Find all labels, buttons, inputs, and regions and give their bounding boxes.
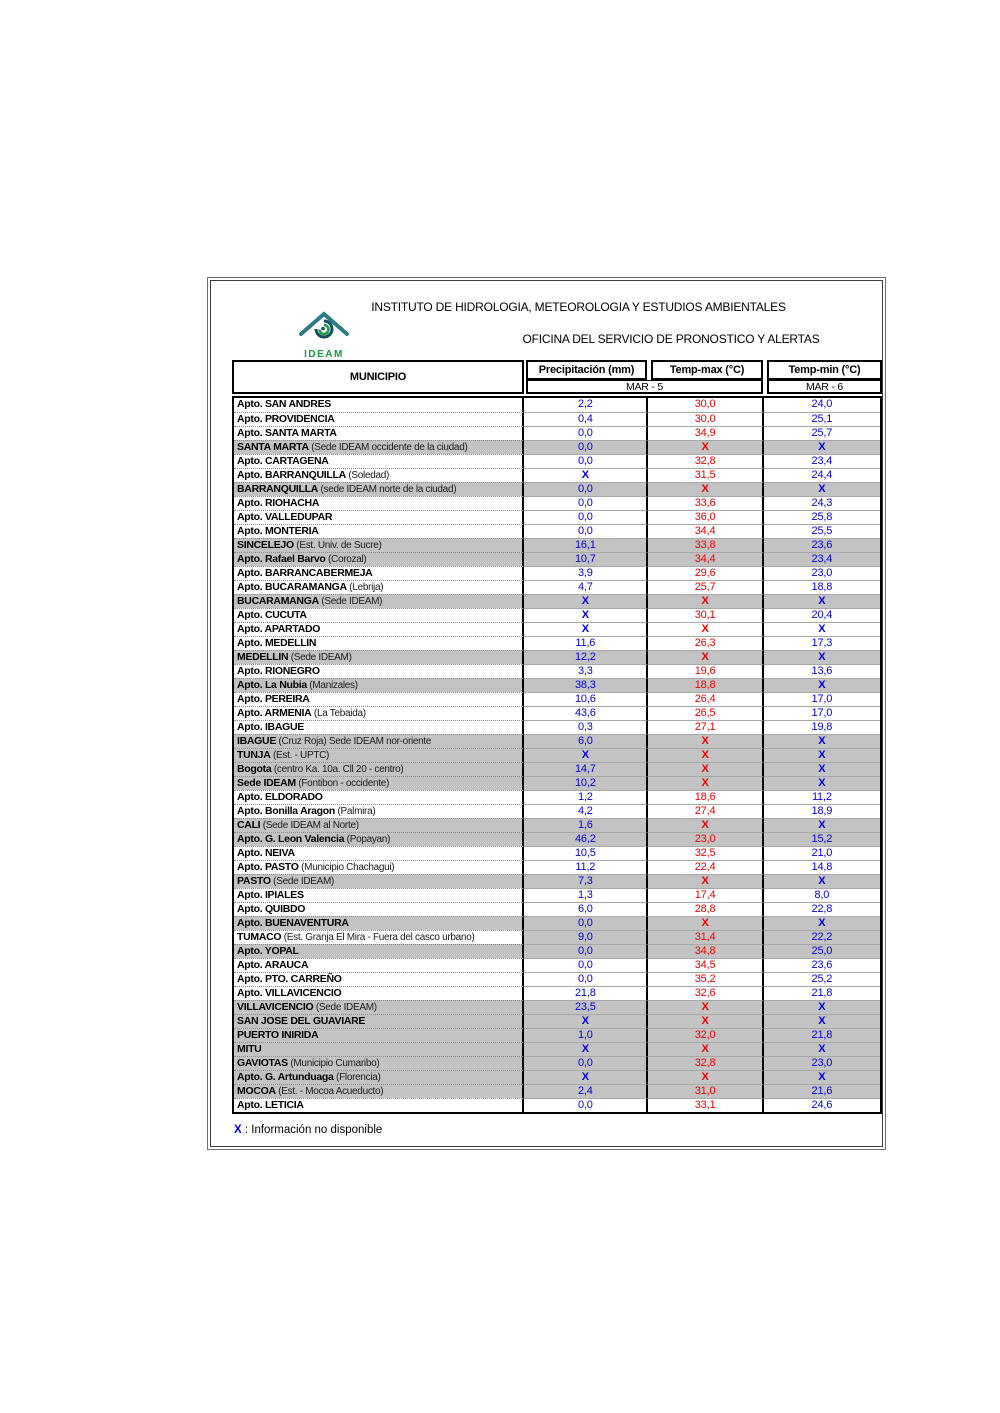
tmax-value: 18,6 [648, 790, 763, 804]
tmax-value: 31,0 [648, 1084, 763, 1098]
tmax-value: 34,5 [648, 958, 763, 972]
legend-note [234, 1124, 382, 1136]
page-title: INSTITUTO DE HIDROLOGIA, METEOROLOGIA Y ESTUDIOS AMBIENTALES [371, 300, 786, 314]
tmax-value: 27,4 [648, 804, 763, 818]
tmin-value: 18,9 [764, 804, 880, 818]
tmax-value: 34,8 [648, 944, 763, 958]
table-row [234, 748, 880, 762]
precip-value: 3,3 [524, 664, 648, 678]
tmin-value: 21,0 [764, 846, 880, 860]
tmin-value: 14,8 [764, 860, 880, 874]
precip-value: X [524, 1070, 648, 1084]
precip-value: 9,0 [524, 930, 648, 944]
table-row [234, 1028, 880, 1042]
table-row [234, 412, 880, 426]
date-header-mar6: MAR - 6 [767, 380, 882, 394]
table-row [234, 1070, 880, 1084]
tmax-value: 28,8 [648, 902, 763, 916]
municipio-cell: Apto. NEIVA [234, 846, 524, 860]
tmax-value: 22,4 [648, 860, 763, 874]
tmin-value: 18,8 [764, 580, 880, 594]
table-row [234, 762, 880, 776]
tmax-value: X [648, 762, 763, 776]
table-row [234, 650, 880, 664]
table-row [234, 734, 880, 748]
municipio-cell: TUNJA (Est. - UPTC) [234, 748, 524, 762]
precip-value: 0,0 [524, 972, 648, 986]
ideam-logo-text: IDEAM [304, 349, 344, 360]
municipio-cell: Apto. La Nubia (Manizales) [234, 678, 524, 692]
tmin-value: 25,0 [764, 944, 880, 958]
municipio-cell: Apto. VALLEDUPAR [234, 510, 524, 524]
precip-value: 0,0 [524, 916, 648, 930]
municipio-cell: Apto. RIONEGRO [234, 664, 524, 678]
tmax-value: 32,6 [648, 986, 763, 1000]
precip-value: 43,6 [524, 706, 648, 720]
column-header-municipio: MUNICIPIO [232, 360, 524, 394]
precip-value: 1,0 [524, 1028, 648, 1042]
tmax-value: 34,4 [648, 524, 763, 538]
tmax-value: 25,7 [648, 580, 763, 594]
table-row [234, 958, 880, 972]
municipio-cell: Apto. ARAUCA [234, 958, 524, 972]
tmin-value: X [764, 594, 880, 608]
tmax-value: X [648, 874, 763, 888]
tmax-value: 18,8 [648, 678, 763, 692]
tmin-value: X [764, 622, 880, 636]
precip-value: 4,2 [524, 804, 648, 818]
tmin-value: 17,0 [764, 692, 880, 706]
municipio-cell: Apto. MEDELLIN [234, 636, 524, 650]
municipio-cell: Apto. G. Leon Valencia (Popayan) [234, 832, 524, 846]
table-row [234, 860, 880, 874]
table-row [234, 482, 880, 496]
table-row [234, 454, 880, 468]
tmin-value: 23,6 [764, 538, 880, 552]
table-row [234, 972, 880, 986]
precip-value: 0,4 [524, 412, 648, 426]
precip-value: 14,7 [524, 762, 648, 776]
tmin-value: X [764, 650, 880, 664]
municipio-cell: PUERTO INIRIDA [234, 1028, 524, 1042]
municipio-cell: MOCOA (Est. - Mocoa Acueducto) [234, 1084, 524, 1098]
tmax-value: 26,3 [648, 636, 763, 650]
tmax-value: X [648, 1042, 763, 1056]
municipio-cell: Apto. CUCUTA [234, 608, 524, 622]
tmax-value: X [648, 818, 763, 832]
tmin-value: X [764, 776, 880, 790]
precip-value: 0,0 [524, 1098, 648, 1112]
tmin-value: 25,7 [764, 426, 880, 440]
tmax-value: 30,0 [648, 412, 763, 426]
precip-value: X [524, 468, 648, 482]
table-row [234, 580, 880, 594]
tmin-value: 24,4 [764, 468, 880, 482]
precip-value: X [524, 608, 648, 622]
municipio-cell: Apto. ARMENIA (La Tebaida) [234, 706, 524, 720]
tmin-value: X [764, 734, 880, 748]
table-row [234, 664, 880, 678]
tmin-value: X [764, 440, 880, 454]
municipio-cell: Apto. BUCARAMANGA (Lebrija) [234, 580, 524, 594]
municipio-cell: Sede IDEAM (Fontibon - occidente) [234, 776, 524, 790]
table-row [234, 776, 880, 790]
tmin-value: 15,2 [764, 832, 880, 846]
precip-value: 10,7 [524, 552, 648, 566]
tmin-value: X [764, 916, 880, 930]
column-header-temp-min: Temp-min (°C) [767, 360, 882, 380]
municipio-cell: PASTO (Sede IDEAM) [234, 874, 524, 888]
ideam-logo-icon [295, 307, 353, 347]
precip-value: 0,0 [524, 1056, 648, 1070]
table-row [234, 692, 880, 706]
municipio-cell: IBAGUE (Cruz Roja) Sede IDEAM nor-oriente [234, 734, 524, 748]
tmax-value: 23,0 [648, 832, 763, 846]
tmin-value: 13,6 [764, 664, 880, 678]
table-row [234, 552, 880, 566]
tmax-value: X [648, 748, 763, 762]
tmax-value: X [648, 916, 763, 930]
precip-value: 10,5 [524, 846, 648, 860]
table-row [234, 706, 880, 720]
table-row [234, 622, 880, 636]
table-row [234, 832, 880, 846]
municipio-cell: MITU [234, 1042, 524, 1056]
precip-value: 0,0 [524, 510, 648, 524]
tmax-value: 30,1 [648, 608, 763, 622]
precip-value: X [524, 748, 648, 762]
municipio-cell: VILLAVICENCIO (Sede IDEAM) [234, 1000, 524, 1014]
table-row [234, 1084, 880, 1098]
precip-value: 10,6 [524, 692, 648, 706]
precip-value: 46,2 [524, 832, 648, 846]
municipio-cell: Apto. IPIALES [234, 888, 524, 902]
tmin-value: 21,8 [764, 986, 880, 1000]
column-header-temp-max: Temp-max (°C) [651, 360, 763, 380]
table-row [234, 510, 880, 524]
tmax-value: 33,8 [648, 538, 763, 552]
municipio-cell: Apto. BUENAVENTURA [234, 916, 524, 930]
report-container [210, 280, 883, 1147]
tmax-value: 33,1 [648, 1098, 763, 1112]
table-row [234, 1000, 880, 1014]
tmin-value: 20,4 [764, 608, 880, 622]
municipio-cell: Apto. PTO. CARREÑO [234, 972, 524, 986]
precip-value: 1,3 [524, 888, 648, 902]
tmin-value: 25,2 [764, 972, 880, 986]
tmax-value: X [648, 1070, 763, 1084]
table-row [234, 496, 880, 510]
municipio-cell: Apto. CARTAGENA [234, 454, 524, 468]
tmin-value: X [764, 762, 880, 776]
tmin-value: X [764, 1070, 880, 1084]
municipio-cell: Apto. PEREIRA [234, 692, 524, 706]
tmin-value: 25,1 [764, 412, 880, 426]
tmin-value: 24,6 [764, 1098, 880, 1112]
tmax-value: 36,0 [648, 510, 763, 524]
tmin-value: 25,8 [764, 510, 880, 524]
tmax-value: X [648, 1014, 763, 1028]
tmin-value: 17,3 [764, 636, 880, 650]
precip-value: 0,3 [524, 720, 648, 734]
municipio-cell: SANTA MARTA (Sede IDEAM occidente de la ciudad) [234, 440, 524, 454]
tmax-value: X [648, 482, 763, 496]
tmax-value: 26,5 [648, 706, 763, 720]
municipio-cell: BUCARAMANGA (Sede IDEAM) [234, 594, 524, 608]
table-row [234, 678, 880, 692]
table-row [234, 1098, 880, 1112]
precip-value: X [524, 622, 648, 636]
municipio-cell: CALI (Sede IDEAM al Norte) [234, 818, 524, 832]
precip-value: 12,2 [524, 650, 648, 664]
municipio-cell: MEDELLIN (Sede IDEAM) [234, 650, 524, 664]
municipio-cell: Apto. PROVIDENCIA [234, 412, 524, 426]
tmin-value: 19,8 [764, 720, 880, 734]
column-header-precipitacion: Precipitación (mm) [526, 360, 647, 380]
municipio-cell: Apto. SANTA MARTA [234, 426, 524, 440]
municipio-cell: Apto. VILLAVICENCIO [234, 986, 524, 1000]
municipio-cell: Apto. RIOHACHA [234, 496, 524, 510]
precip-value: 1,6 [524, 818, 648, 832]
table-row [234, 986, 880, 1000]
precip-value: 38,3 [524, 678, 648, 692]
precip-value: 0,0 [524, 482, 648, 496]
tmax-value: 30,0 [648, 398, 763, 412]
tmin-value: X [764, 1042, 880, 1056]
tmax-value: 34,9 [648, 426, 763, 440]
municipio-cell: Apto. BARRANQUILLA (Soledad) [234, 468, 524, 482]
tmin-value: 23,4 [764, 552, 880, 566]
precip-value: 2,2 [524, 398, 648, 412]
ideam-logo [295, 307, 353, 360]
precip-value: 0,0 [524, 524, 648, 538]
table-row [234, 524, 880, 538]
precip-value: 0,0 [524, 944, 648, 958]
precip-value: 0,0 [524, 958, 648, 972]
precip-value: 4,7 [524, 580, 648, 594]
municipio-cell: SINCELEJO (Est. Univ. de Sucre) [234, 538, 524, 552]
tmin-value: X [764, 482, 880, 496]
precip-value: 0,0 [524, 440, 648, 454]
precip-value: X [524, 1014, 648, 1028]
tmax-value: 35,2 [648, 972, 763, 986]
table-row [234, 804, 880, 818]
municipio-cell: Apto. Bonilla Aragon (Palmira) [234, 804, 524, 818]
municipio-cell: Apto. SAN ANDRES [234, 398, 524, 412]
tmax-value: X [648, 734, 763, 748]
tmax-value: 26,4 [648, 692, 763, 706]
precip-value: X [524, 1042, 648, 1056]
tmin-value: 22,2 [764, 930, 880, 944]
municipio-cell: Apto. YOPAL [234, 944, 524, 958]
municipio-cell: Apto. IBAGUE [234, 720, 524, 734]
precip-value: 11,6 [524, 636, 648, 650]
table-row [234, 902, 880, 916]
table-row [234, 874, 880, 888]
legend-x-symbol: X [234, 1124, 242, 1136]
municipio-cell: Bogota (centro Ka. 10a. Cll 20 - centro) [234, 762, 524, 776]
precip-value: X [524, 594, 648, 608]
tmax-value: X [648, 650, 763, 664]
table-row [234, 1042, 880, 1056]
tmin-value: X [764, 748, 880, 762]
tmax-value: 32,8 [648, 1056, 763, 1070]
tmin-value: 25,5 [764, 524, 880, 538]
table-row [234, 1014, 880, 1028]
table-row [234, 608, 880, 622]
precip-value: 6,0 [524, 734, 648, 748]
precip-value: 6,0 [524, 902, 648, 916]
tmax-value: X [648, 622, 763, 636]
table-row [234, 1056, 880, 1070]
table-row [234, 944, 880, 958]
tmax-value: 34,4 [648, 552, 763, 566]
date-header-mar5: MAR - 5 [526, 380, 763, 394]
tmax-value: 19,6 [648, 664, 763, 678]
precip-value: 0,0 [524, 496, 648, 510]
tmax-value: 32,0 [648, 1028, 763, 1042]
table-body [232, 396, 882, 1114]
municipio-cell: Apto. APARTADO [234, 622, 524, 636]
page-subtitle: OFICINA DEL SERVICIO DE PRONOSTICO Y ALERTAS [522, 332, 820, 346]
precip-value: 21,8 [524, 986, 648, 1000]
municipio-cell: Apto. BARRANCABERMEJA [234, 566, 524, 580]
tmin-value: X [764, 1000, 880, 1014]
tmax-value: 31,5 [648, 468, 763, 482]
table-row [234, 566, 880, 580]
tmax-value: 33,6 [648, 496, 763, 510]
tmin-value: 23,0 [764, 566, 880, 580]
tmin-value: 21,6 [764, 1084, 880, 1098]
table-row [234, 538, 880, 552]
table-row [234, 398, 880, 412]
tmin-value: 11,2 [764, 790, 880, 804]
tmin-value: 24,3 [764, 496, 880, 510]
tmax-value: X [648, 1000, 763, 1014]
table-row [234, 468, 880, 482]
tmin-value: X [764, 1014, 880, 1028]
tmax-value: 32,8 [648, 454, 763, 468]
tmax-value: X [648, 440, 763, 454]
tmin-value: 23,0 [764, 1056, 880, 1070]
precip-value: 16,1 [524, 538, 648, 552]
precip-value: 1,2 [524, 790, 648, 804]
municipio-cell: GAVIOTAS (Municipio Cumaribo) [234, 1056, 524, 1070]
municipio-cell: Apto. LETICIA [234, 1098, 524, 1112]
tmax-value: X [648, 594, 763, 608]
tmin-value: 24,0 [811, 398, 833, 410]
tmin-value: 8,0 [764, 888, 880, 902]
tmin-value: 23,6 [764, 958, 880, 972]
tmax-value: 32,5 [648, 846, 763, 860]
table-row [234, 720, 880, 734]
tmin-value: X [764, 818, 880, 832]
tmax-value: 31,4 [648, 930, 763, 944]
municipio-cell: Apto. Rafael Barvo (Corozal) [234, 552, 524, 566]
precip-value: 0,0 [524, 454, 648, 468]
municipio-cell: Apto. G. Artunduaga (Florencia) [234, 1070, 524, 1084]
municipio-cell: BARRANQUILLA (sede IDEAM norte de la ciudad) [234, 482, 524, 496]
tmax-value: 27,1 [648, 720, 763, 734]
municipio-cell: SAN JOSE DEL GUAVIARE [234, 1014, 524, 1028]
table-row [234, 846, 880, 860]
tmax-value: 29,6 [648, 566, 763, 580]
table-row [234, 426, 880, 440]
municipio-cell: TUMACO (Est. Granja El Mira - Fuera del casco urbano) [234, 930, 524, 944]
table-row [234, 636, 880, 650]
tmin-value: X [764, 874, 880, 888]
tmax-value: 17,4 [648, 888, 763, 902]
tmin-value: 23,4 [764, 454, 880, 468]
precip-value: 2,4 [524, 1084, 648, 1098]
tmax-value: X [648, 776, 763, 790]
precip-value: 0,0 [524, 426, 648, 440]
table-row [234, 594, 880, 608]
municipio-cell: Apto. QUIBDO [234, 902, 524, 916]
table-row [234, 818, 880, 832]
municipio-cell: Apto. MONTERIA [234, 524, 524, 538]
tmin-value: 21,8 [764, 1028, 880, 1042]
tmin-value: 22,8 [764, 902, 880, 916]
table-row [234, 888, 880, 902]
precip-value: 10,2 [524, 776, 648, 790]
precip-value: 23,5 [524, 1000, 648, 1014]
table-row [234, 790, 880, 804]
precip-value: 7,3 [524, 874, 648, 888]
tmin-value: 17,0 [764, 706, 880, 720]
municipio-cell: Apto. PASTO (Municipio Chachagui) [234, 860, 524, 874]
precip-value: 3,9 [524, 566, 648, 580]
table-row [234, 916, 880, 930]
tmin-value: X [764, 678, 880, 692]
legend-note-text: : Información no disponible [241, 1124, 383, 1136]
municipio-cell: Apto. ELDORADO [234, 790, 524, 804]
table-row [234, 930, 880, 944]
precip-value: 11,2 [524, 860, 648, 874]
table-row [234, 440, 880, 454]
